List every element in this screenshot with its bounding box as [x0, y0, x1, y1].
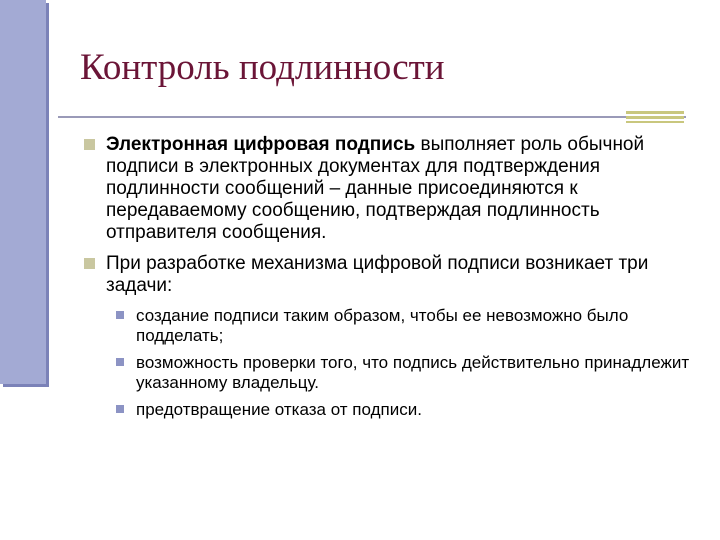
sub-bullet-item: [116, 400, 694, 420]
bullet-text: При разработке механизма цифровой подписи возникает три задачи:: [106, 253, 649, 296]
bullet-item: [84, 253, 694, 297]
sub-bullet-text: предотвращение отказа от подписи.: [136, 400, 422, 419]
sub-bullet-text: создание подписи таким образом, чтобы ее невозможно было подделать;: [136, 306, 629, 345]
sub-bullet-item: [116, 306, 694, 346]
square-sub-bullet-icon: [116, 311, 124, 319]
bullet-item: [84, 134, 694, 244]
square-bullet-icon: [84, 258, 95, 269]
side-decoration-bar: [0, 0, 46, 384]
sub-bullet-item: [116, 353, 694, 393]
square-sub-bullet-icon: [116, 405, 124, 413]
square-sub-bullet-icon: [116, 358, 124, 366]
square-bullet-icon: [84, 139, 95, 150]
slide-title: Контроль подлинности: [80, 47, 445, 88]
bullet-bold-term: Электронная цифровая подпись: [106, 134, 416, 155]
sub-bullet-text: возможность проверки того, что подпись действительно принадлежит указанному владельцу.: [136, 353, 690, 392]
title-divider: [58, 116, 686, 118]
accent-stripe: [626, 111, 684, 123]
bullet-text: выполняет роль обычной подписи в электронных документах для подтверждения подлинности сообщений – данные присоединяются к передаваемому сообщению, подтверждая подлинность отправителя сообщения.: [106, 134, 645, 243]
bullet-list: [84, 134, 694, 427]
